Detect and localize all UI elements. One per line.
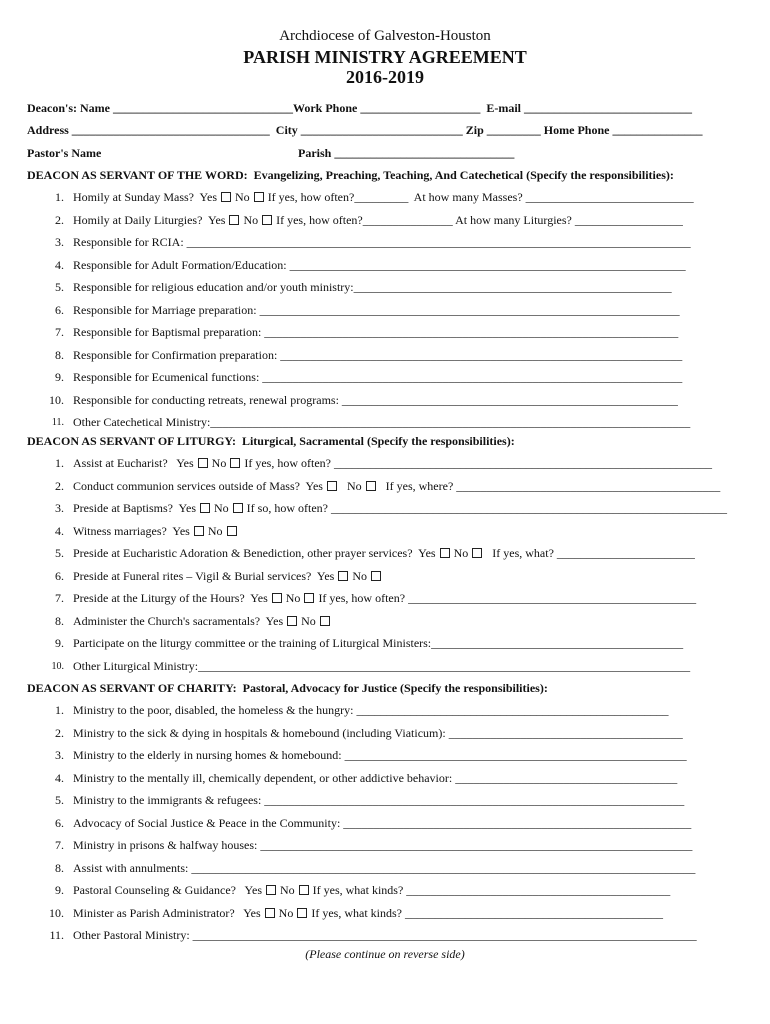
checkbox[interactable] [194,526,204,536]
ministry-item: Preside at the Liturgy of the Hours? Yes No If yes, how often? ________________________________________________ [73,591,697,606]
item-number: 11. [51,416,64,428]
checkbox[interactable] [338,571,348,581]
ministry-item: Responsible for conducting retreats, renewal programs: ________________________________________________________ [73,392,678,407]
checkbox[interactable] [265,908,275,918]
ministry-item: Responsible for Ecumenical functions: ______________________________________________________________________ [73,370,683,385]
checkbox[interactable] [266,885,276,895]
checkbox[interactable] [366,481,376,491]
ministry-item: Preside at Baptisms? Yes No If so, how often? __________________________________________________________________ [73,501,727,516]
checkbox[interactable] [198,458,208,468]
checkbox[interactable] [472,548,482,558]
item-number: 4. [55,257,64,272]
section-heading: DEACON AS SERVANT OF THE WORD: Evangelizing, Preaching, Teaching, And Catechetical (Specify the responsibilities): [27,168,674,182]
ministry-item: Advocacy of Social Justice & Peace in the Community: __________________________________________________________ [73,815,692,830]
item-number: 11. [49,927,64,942]
ministry-item: Other Catechetical Ministry:________________________________________________________________________________ [73,414,691,429]
item-number: 2. [55,725,64,740]
address-row: Address _________________________________ City ___________________________ Zip _________ Home Phone _______________ [27,123,703,137]
ministry-item: Homily at Daily Liturgies? Yes No If yes, how often?_______________ At how many Liturgies? __________________ [73,212,683,227]
item-number: 3. [55,235,64,250]
ministry-item: Assist at Eucharist? Yes No If yes, how often? _______________________________________________________________ [73,456,712,471]
item-number: 8. [55,347,64,362]
checkbox[interactable] [440,548,450,558]
pastor-name-label: Pastor's Name [27,146,102,160]
item-number: 3. [55,501,64,516]
continue-note: (Please continue on reverse side) [305,947,465,961]
document-title: PARISH MINISTRY AGREEMENT [243,47,527,67]
item-number: 9. [55,636,64,651]
item-number: 7. [55,838,64,853]
item-number: 4. [55,523,64,538]
item-number: 2. [55,212,64,227]
ministry-item: Ministry to the poor, disabled, the homeless & the hungry: ____________________________________________________ [73,703,669,718]
item-number: 8. [55,860,64,875]
ministry-item: Conduct communion services outside of Mass? Yes No If yes, where? ____________________________________________ [73,478,721,493]
ministry-item: Administer the Church's sacramentals? Yes No [73,614,331,629]
item-number: 1. [55,190,64,205]
checkbox[interactable] [287,616,297,626]
ministry-item: Assist with annulments: ____________________________________________________________________________________ [73,860,696,875]
item-number: 4. [55,770,64,785]
ministry-item: Pastoral Counseling & Guidance? Yes No If yes, what kinds? ____________________________________________ [73,883,671,898]
ministry-item: Responsible for Marriage preparation: ______________________________________________________________________ [73,302,680,317]
checkbox[interactable] [254,192,264,202]
document-years: 2016-2019 [346,67,424,87]
ministry-item: Preside at Eucharistic Adoration & Benediction, other prayer services? Yes No If yes, what? _______________________ [73,546,695,561]
checkbox[interactable] [262,215,272,225]
item-number: 5. [55,793,64,808]
checkbox[interactable] [233,503,243,513]
item-number: 10. [49,905,64,920]
checkbox[interactable] [297,908,307,918]
ministry-item: Preside at Funeral rites – Vigil & Burial services? Yes No [73,569,382,584]
item-number: 6. [55,302,64,317]
item-number: 2. [55,478,64,493]
checkbox[interactable] [221,192,231,202]
checkbox[interactable] [299,885,309,895]
checkbox[interactable] [230,458,240,468]
ministry-item: Homily at Sunday Mass? Yes No If yes, how often?_________ At how many Masses? ____________________________ [73,190,694,205]
item-number: 8. [55,613,64,628]
ministry-item: Ministry to the elderly in nursing homes & homebound: _________________________________________________________ [73,748,687,763]
item-number: 7. [55,591,64,606]
item-number: 10. [51,660,64,672]
ministry-item: Ministry in prisons & halfway houses: ________________________________________________________________________ [73,838,693,853]
item-number: 6. [55,815,64,830]
item-number: 9. [55,370,64,385]
checkbox[interactable] [327,481,337,491]
ministry-item: Other Liturgical Ministry:__________________________________________________________________________________ [73,658,691,673]
ministry-item: Responsible for Baptismal preparation: _____________________________________________________________________ [73,325,679,340]
ministry-item: Responsible for RCIA: ____________________________________________________________________________________ [73,235,691,250]
ministry-item: Witness marriages? Yes No [73,524,238,539]
checkbox[interactable] [229,215,239,225]
section-heading: DEACON AS SERVANT OF LITURGY: Liturgical, Sacramental (Specify the responsibilities): [27,434,515,448]
ministry-item: Responsible for Confirmation preparation: ___________________________________________________________________ [73,347,683,362]
item-number: 3. [55,748,64,763]
ministry-item: Participate on the liturgy committee or the training of Liturgical Ministers:__________________________________________ [73,636,684,651]
item-number: 5. [55,546,64,561]
archdiocese-name: Archdiocese of Galveston-Houston [279,28,491,44]
ministry-item: Responsible for religious education and/or youth ministry:_____________________________________________________ [73,280,672,295]
item-number: 1. [55,456,64,471]
checkbox[interactable] [200,503,210,513]
item-number: 1. [55,703,64,718]
ministry-item: Minister as Parish Administrator? Yes No If yes, what kinds? ___________________________________________ [73,905,663,920]
section-heading: DEACON AS SERVANT OF CHARITY: Pastoral, Advocacy for Justice (Specify the responsibilities): [27,681,548,695]
ministry-item: Ministry to the sick & dying in hospitals & homebound (including Viaticum): _______________________________________ [73,725,683,740]
parish-field: Parish ______________________________ [298,146,515,160]
checkbox[interactable] [304,593,314,603]
item-number: 9. [55,883,64,898]
ministry-item: Responsible for Adult Formation/Education: __________________________________________________________________ [73,257,686,272]
item-number: 7. [55,325,64,340]
item-number: 6. [55,568,64,583]
checkbox[interactable] [320,616,330,626]
checkbox[interactable] [371,571,381,581]
item-number: 5. [55,280,64,295]
ministry-item: Ministry to the immigrants & refugees: ______________________________________________________________________ [73,793,685,808]
deacon-contact-row: Deacon's: Name ______________________________Work Phone ____________________ E-mail ____________________________ [27,101,692,115]
item-number: 10. [49,392,64,407]
checkbox[interactable] [227,526,237,536]
ministry-item: Ministry to the mentally ill, chemically dependent, or other addictive behavior: _____________________________________ [73,770,678,785]
ministry-item: Other Pastoral Ministry: ____________________________________________________________________________________ [73,927,697,942]
checkbox[interactable] [272,593,282,603]
